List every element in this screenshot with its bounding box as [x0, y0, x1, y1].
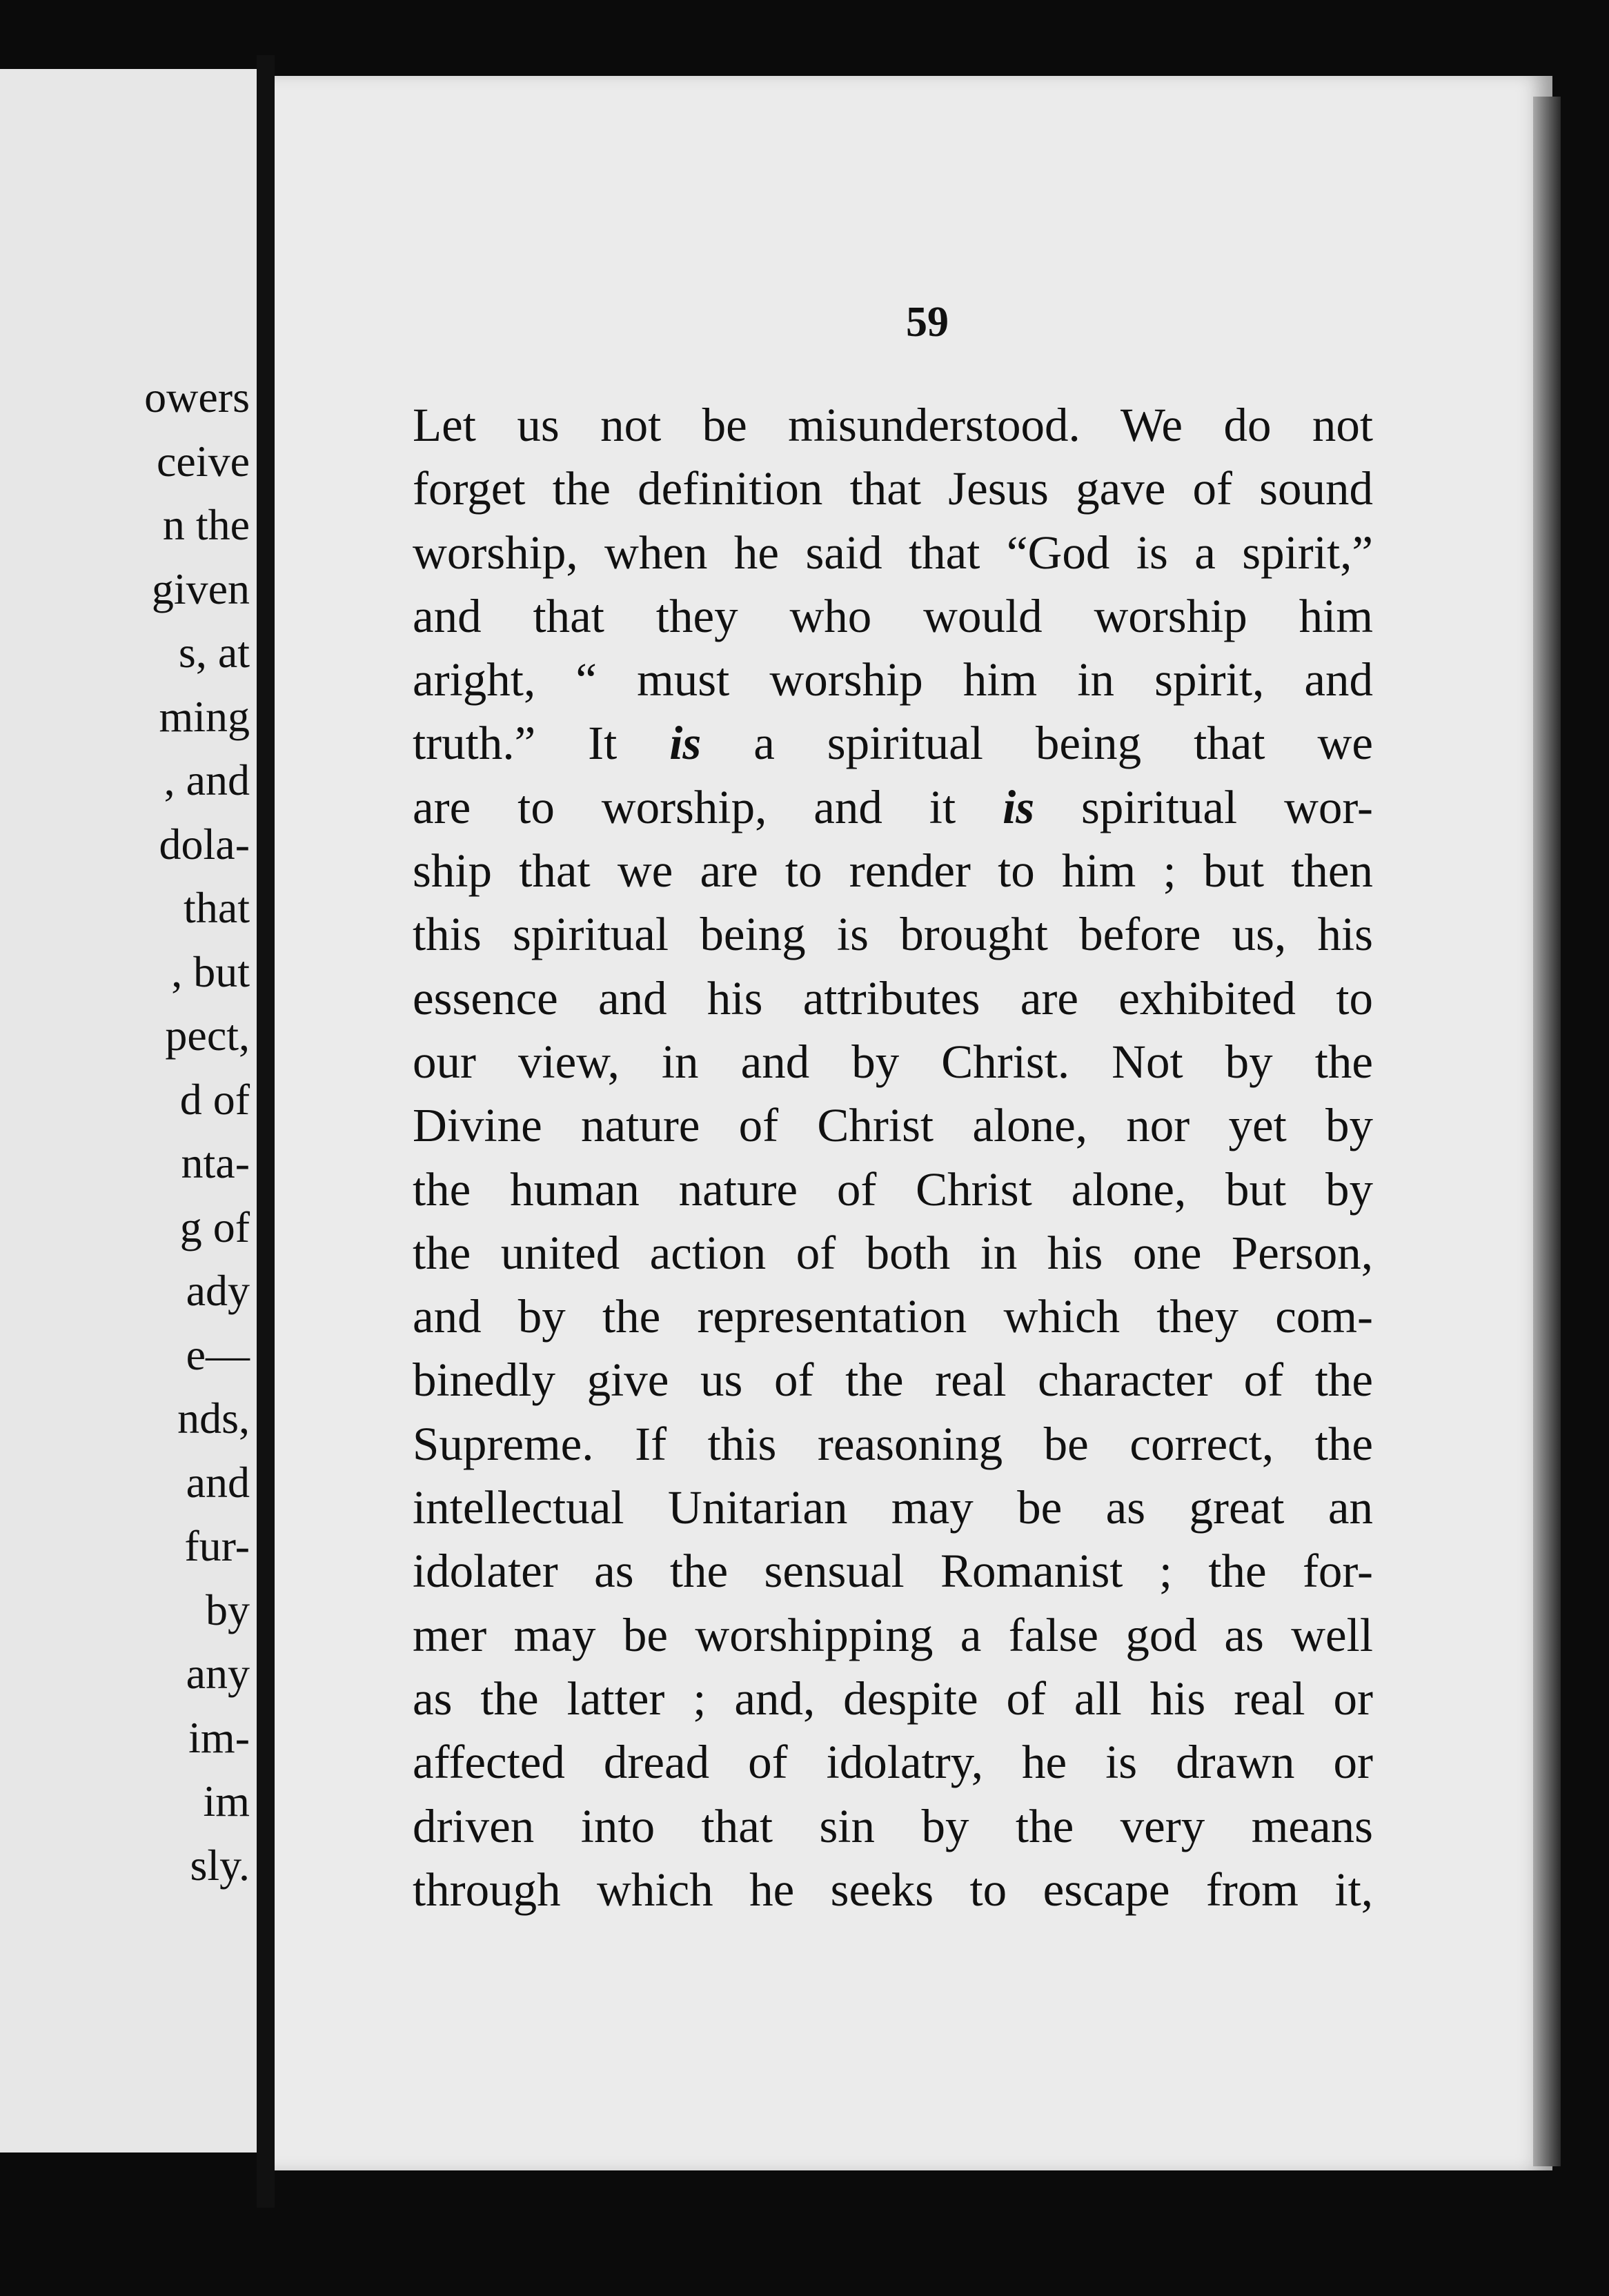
body-line: are to worship, and it is spiritual wor- — [413, 780, 1373, 833]
body-line: through which he seeks to escape from it, — [413, 1863, 1373, 1916]
left-page-line: g of — [179, 1202, 250, 1251]
left-page-line: nta- — [181, 1138, 250, 1187]
left-page-line: by — [206, 1585, 250, 1634]
body-line: ship that we are to render to him ; but then — [413, 844, 1373, 898]
body-line: driven into that sin by the very means — [413, 1799, 1373, 1852]
left-page-line: ceive — [157, 436, 250, 486]
page-body-text — [413, 393, 1373, 1921]
body-line: forget the definition that Jesus gave of sound — [413, 462, 1373, 515]
left-page-line: sly. — [190, 1840, 250, 1890]
body-line: binedly give us of the real character of the — [413, 1354, 1373, 1407]
left-page-line: that — [184, 883, 250, 932]
body-line: Let us not be misunderstood. We do not — [413, 399, 1373, 451]
body-line: intellectual Unitarian may be as great an — [413, 1481, 1373, 1534]
body-line: essence and his attributes are exhibited to — [413, 971, 1373, 1025]
body-line: and that they who would worship him — [413, 589, 1373, 642]
body-line: this spiritual being is brought before us, his — [413, 908, 1373, 961]
book-gutter — [257, 55, 275, 2208]
body-line: our view, in and by Christ. Not by the — [413, 1035, 1373, 1088]
body-line: idolater as the sensual Romanist ; the for- — [413, 1545, 1373, 1598]
left-page-text-fragments — [144, 366, 257, 1897]
left-page-line: ady — [186, 1266, 250, 1315]
left-page-line: , and — [164, 755, 250, 804]
page-edge-shadow — [1533, 97, 1561, 2166]
body-line: as the latter ; and, despite of all his real or — [413, 1672, 1373, 1725]
left-page-line: n the — [162, 500, 250, 549]
body-line: aright, “ must worship him in spirit, and — [413, 653, 1373, 706]
body-line: and by the representation which they com- — [413, 1290, 1373, 1343]
left-page-line: d of — [179, 1074, 250, 1124]
left-facing-page — [0, 69, 257, 2152]
body-line: Supreme. If this reasoning be correct, the — [413, 1417, 1373, 1470]
left-page-line: and — [186, 1457, 250, 1507]
right-page — [275, 76, 1552, 2170]
left-page-line: nds, — [177, 1394, 250, 1443]
left-page-line: any — [186, 1649, 250, 1698]
body-line: the human nature of Christ alone, but by — [413, 1162, 1373, 1216]
left-page-line: owers — [144, 373, 250, 422]
left-page-line: , but — [171, 947, 250, 996]
left-page-line: dola- — [159, 819, 250, 869]
left-page-line: fur- — [184, 1521, 250, 1570]
body-line: the united action of both in his one Person, — [413, 1226, 1373, 1279]
page-number: 59 — [906, 299, 949, 346]
left-page-line: im — [203, 1777, 250, 1825]
body-line: affected dread of idolatry, he is drawn or — [413, 1736, 1373, 1789]
left-page-line: im- — [188, 1712, 250, 1762]
body-line: Divine nature of Christ alone, nor yet by — [413, 1099, 1373, 1152]
left-page-line: given — [151, 564, 250, 613]
body-line: mer may be worshipping a false god as well — [413, 1608, 1373, 1661]
body-line: truth.” It is a spiritual being that we — [413, 717, 1374, 770]
body-line: worship, when he said that “God is a spirit,” — [413, 526, 1373, 579]
left-page-line: s, at — [178, 628, 250, 677]
left-page-line: ming — [159, 691, 250, 741]
left-page-line: pect, — [165, 1011, 250, 1060]
left-page-line: e— — [186, 1329, 250, 1379]
